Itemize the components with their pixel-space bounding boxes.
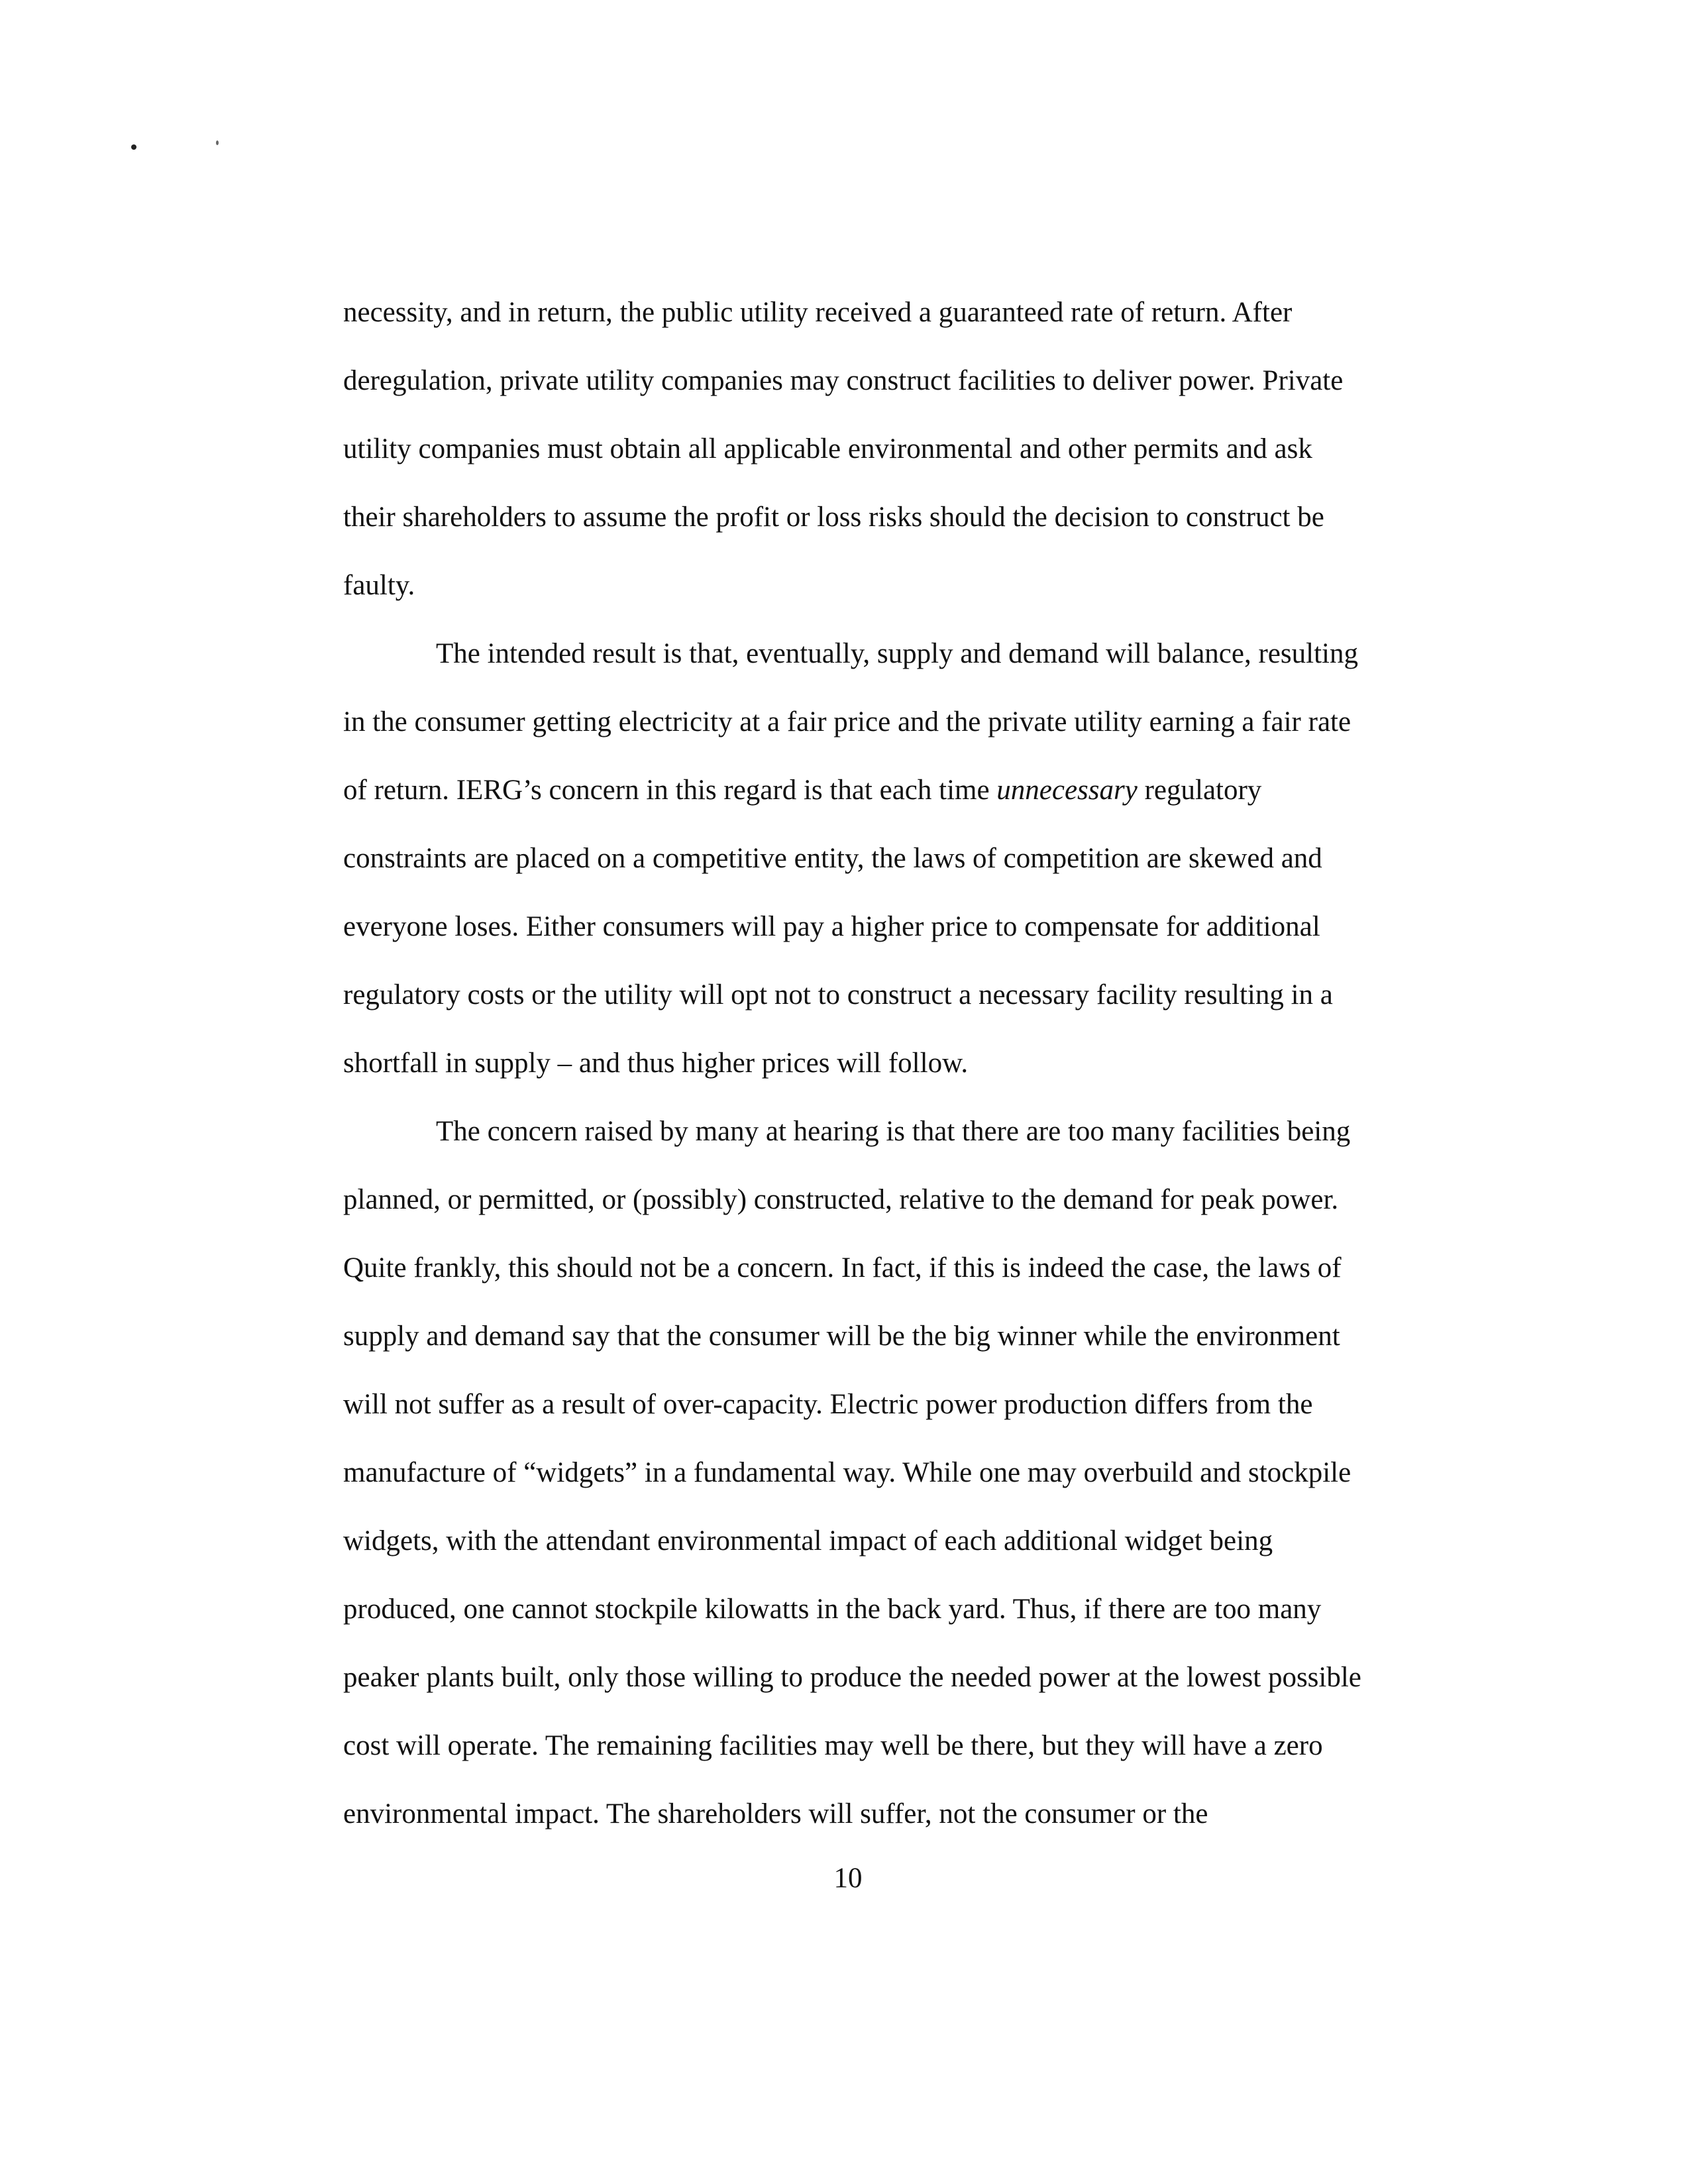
text-line: The concern raised by many at hearing is that there are too many facilities being xyxy=(436,1116,1351,1147)
text-line xyxy=(343,756,1430,824)
paragraph-3 xyxy=(343,1097,1430,1848)
page-number: 10 xyxy=(833,1863,863,1894)
text-line: widgets, with the attendant environmental impact of each additional widget being xyxy=(343,1525,1273,1556)
scan-speck xyxy=(131,144,136,150)
text-line: produced, one cannot stockpile kilowatts in the back yard. Thus, if there are too many xyxy=(343,1594,1322,1625)
text-line: constraints are placed on a competitive entity, the laws of competition are skewed and xyxy=(343,843,1322,874)
text-line: their shareholders to assume the profit or loss risks should the decision to construct be xyxy=(343,502,1324,533)
text-line: peaker plants built, only those willing to produce the needed power at the lowest possible xyxy=(343,1662,1361,1693)
text-line: cost will operate. The remaining facilities may well be there, but they will have a zero xyxy=(343,1730,1323,1761)
text-line: deregulation, private utility companies may construct facilities to deliver power. Private xyxy=(343,365,1344,396)
text-line: supply and demand say that the consumer will be the big winner while the environment xyxy=(343,1321,1340,1352)
paragraph-2 xyxy=(343,620,1430,1097)
text-line: in the consumer getting electricity at a fair price and the private utility earning a fair rate xyxy=(343,706,1352,737)
body-text xyxy=(343,278,1430,1848)
text-run: of return. IERG’s concern in this regard is that each time xyxy=(343,775,997,806)
text-line: regulatory costs or the utility will opt not to construct a necessary facility resulting in a xyxy=(343,979,1333,1010)
text-line: environmental impact. The shareholders will suffer, not the consumer or the xyxy=(343,1798,1208,1829)
text-line: planned, or permitted, or (possibly) constructed, relative to the demand for peak power. xyxy=(343,1184,1339,1215)
text-line: everyone loses. Either consumers will pay a higher price to compensate for additional xyxy=(343,911,1320,942)
text-line: shortfall in supply – and thus higher prices will follow. xyxy=(343,1048,969,1079)
emphasis: unnecessary xyxy=(996,775,1138,806)
scan-speck xyxy=(216,140,219,145)
text-line: manufacture of “widgets” in a fundamental way. While one may overbuild and stockpile xyxy=(343,1457,1352,1488)
text-line: utility companies must obtain all applicable environmental and other permits and ask xyxy=(343,433,1312,464)
text-line: Quite frankly, this should not be a concern. In fact, if this is indeed the case, the laws of xyxy=(343,1252,1342,1283)
text-line: faulty. xyxy=(343,570,415,601)
text-line: will not suffer as a result of over-capacity. Electric power production differs from the xyxy=(343,1389,1313,1420)
text-line: The intended result is that, eventually, supply and demand will balance, resulting xyxy=(436,638,1358,669)
text-run: regulatory xyxy=(1137,775,1262,806)
paragraph-1 xyxy=(343,278,1430,620)
text-line: necessity, and in return, the public utility received a guaranteed rate of return. After xyxy=(343,297,1293,328)
